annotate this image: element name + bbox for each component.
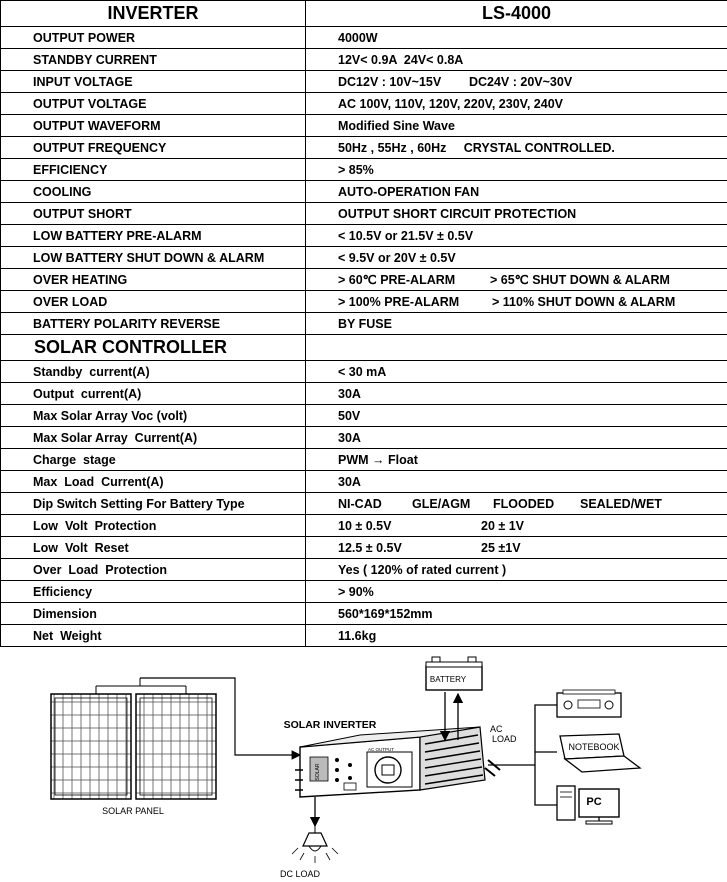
table-row: [1, 603, 727, 625]
row-label: Efficiency: [1, 581, 306, 603]
row-label: Max Load Current(A): [1, 471, 306, 493]
notebook-icon: [560, 734, 640, 772]
row-value: [306, 291, 727, 313]
row-value: 30A: [306, 471, 727, 493]
value-part: 20 ± 1V: [481, 518, 524, 533]
table-row: [1, 181, 727, 203]
row-label: Max Solar Array Current(A): [1, 427, 306, 449]
table-row: [1, 159, 727, 181]
row-label: Max Solar Array Voc (volt): [1, 405, 306, 427]
pc-label: PC: [586, 796, 602, 808]
row-value: < 10.5V or 21.5V ± 0.5V: [306, 225, 727, 247]
row-value: OUTPUT SHORT CIRCUIT PROTECTION: [306, 203, 727, 225]
row-label: COOLING: [1, 181, 306, 203]
row-value: Yes ( 120% of rated current ): [306, 559, 727, 581]
inverter-ac-output-label: AC OUTPUT: [367, 747, 395, 752]
row-label: OUTPUT POWER: [1, 27, 306, 49]
battery-icon: [426, 657, 482, 690]
table-row: [1, 93, 727, 115]
row-value: 30A: [306, 383, 727, 405]
row-label: STANDBY CURRENT: [1, 49, 306, 71]
row-value: < 30 mA: [306, 361, 727, 383]
row-value: Modified Sine Wave: [306, 115, 727, 137]
ac-load-bus: [535, 705, 557, 805]
table-row: [1, 313, 727, 335]
notebook-label: NOTEBOOK: [568, 742, 620, 752]
battery-type: FLOODED: [493, 496, 555, 511]
row-value: > 85%: [306, 159, 727, 181]
value-part: 12.5 ± 0.5V: [338, 540, 402, 555]
row-label: OUTPUT VOLTAGE: [1, 93, 306, 115]
header-inverter: INVERTER: [1, 1, 306, 27]
row-value: AC 100V, 110V, 120V, 220V, 230V, 240V: [306, 93, 727, 115]
value-part: > 100% PRE-ALARM: [338, 294, 460, 309]
row-value: 560*169*152mm: [306, 603, 727, 625]
table-row: [1, 515, 727, 537]
table-row: [1, 427, 727, 449]
table-row: [1, 493, 727, 515]
row-label: BATTERY POLARITY REVERSE: [1, 313, 306, 335]
row-label: LOW BATTERY PRE-ALARM: [1, 225, 306, 247]
value-part: > 110% SHUT DOWN & ALARM: [492, 294, 676, 309]
battery-label: BATTERY: [429, 675, 467, 684]
row-label: OVER LOAD: [1, 291, 306, 313]
table-row: [1, 291, 727, 313]
table-row: [1, 225, 727, 247]
table-row: [1, 405, 727, 427]
row-label: OUTPUT SHORT: [1, 203, 306, 225]
row-value: BY FUSE: [306, 313, 727, 335]
appliance-icon: [557, 690, 621, 717]
table-row: [1, 559, 727, 581]
table-row: [1, 449, 727, 471]
inverter-device-label: SOLAR: [315, 763, 321, 781]
table-row: [1, 115, 727, 137]
row-value: 50V: [306, 405, 727, 427]
row-label: OUTPUT WAVEFORM: [1, 115, 306, 137]
table-row: [1, 71, 727, 93]
row-label: EFFICIENCY: [1, 159, 306, 181]
row-label: Low Volt Reset: [1, 537, 306, 559]
inverter-title: SOLAR INVERTER: [283, 719, 377, 731]
table-row: [1, 27, 727, 49]
table-row: [1, 625, 727, 647]
table-row: [1, 361, 727, 383]
row-label: Output current(A): [1, 383, 306, 405]
row-value: AUTO-OPERATION FAN: [306, 181, 727, 203]
section-empty-cell: [306, 335, 727, 361]
row-value: < 9.5V or 20V ± 0.5V: [306, 247, 727, 269]
value-part: > 65℃ SHUT DOWN & ALARM: [490, 273, 670, 287]
row-value: [306, 537, 727, 559]
row-value: 12V< 0.9A 24V< 0.8A: [306, 49, 727, 71]
row-value: [306, 493, 727, 515]
row-label: Standby current(A): [1, 361, 306, 383]
table-row: [1, 383, 727, 405]
row-value: 30A: [306, 427, 727, 449]
row-value: PWM → Float: [306, 449, 727, 471]
table-row: [1, 581, 727, 603]
row-value: 50Hz , 55Hz , 60Hz CRYSTAL CONTROLLED.: [306, 137, 727, 159]
row-label: LOW BATTERY SHUT DOWN & ALARM: [1, 247, 306, 269]
solar-panel-label: SOLAR PANEL: [102, 806, 164, 816]
table-row: [1, 247, 727, 269]
lamp-icon: [292, 826, 338, 863]
row-label: Over Load Protection: [1, 559, 306, 581]
section-title: SOLAR CONTROLLER: [1, 335, 306, 361]
row-label: Low Volt Protection: [1, 515, 306, 537]
table-row: [1, 203, 727, 225]
table-row: [1, 137, 727, 159]
section-header-row: [1, 335, 727, 361]
solar-inverter-icon: [295, 727, 500, 797]
value-part: 25 ±1V: [481, 540, 521, 555]
dc-load-label: DC LOAD: [279, 869, 321, 879]
header-model: LS-4000: [306, 1, 727, 27]
row-label: OUTPUT FREQUENCY: [1, 137, 306, 159]
row-value: > 90%: [306, 581, 727, 603]
table-row: [1, 49, 727, 71]
battery-type: NI-CAD: [338, 496, 382, 511]
battery-type: GLE/AGM: [412, 496, 471, 511]
system-diagram: [0, 651, 727, 882]
row-value: 4000W: [306, 27, 727, 49]
table-row: [1, 269, 727, 291]
row-label: Dip Switch Setting For Battery Type: [1, 493, 306, 515]
row-label: Charge stage: [1, 449, 306, 471]
battery-type: SEALED/WET: [580, 496, 662, 511]
ac-load-label-line1: AC: [490, 724, 503, 734]
row-label: Dimension: [1, 603, 306, 625]
table-row: [1, 537, 727, 559]
ac-load-label-line2: LOAD: [492, 734, 517, 744]
row-value: [306, 515, 727, 537]
row-label: Net Weight: [1, 625, 306, 647]
solar-panel-icon: [51, 678, 216, 799]
row-value: [306, 269, 727, 291]
value-part: 10 ± 0.5V: [338, 518, 392, 533]
row-label: OVER HEATING: [1, 269, 306, 291]
row-value: 11.6kg: [306, 625, 727, 647]
row-value: DC12V : 10V~15V DC24V : 20V~30V: [306, 71, 727, 93]
table-row: [1, 471, 727, 493]
row-label: INPUT VOLTAGE: [1, 71, 306, 93]
table-header-row: [1, 1, 727, 27]
value-part: > 60℃ PRE-ALARM: [338, 273, 456, 287]
